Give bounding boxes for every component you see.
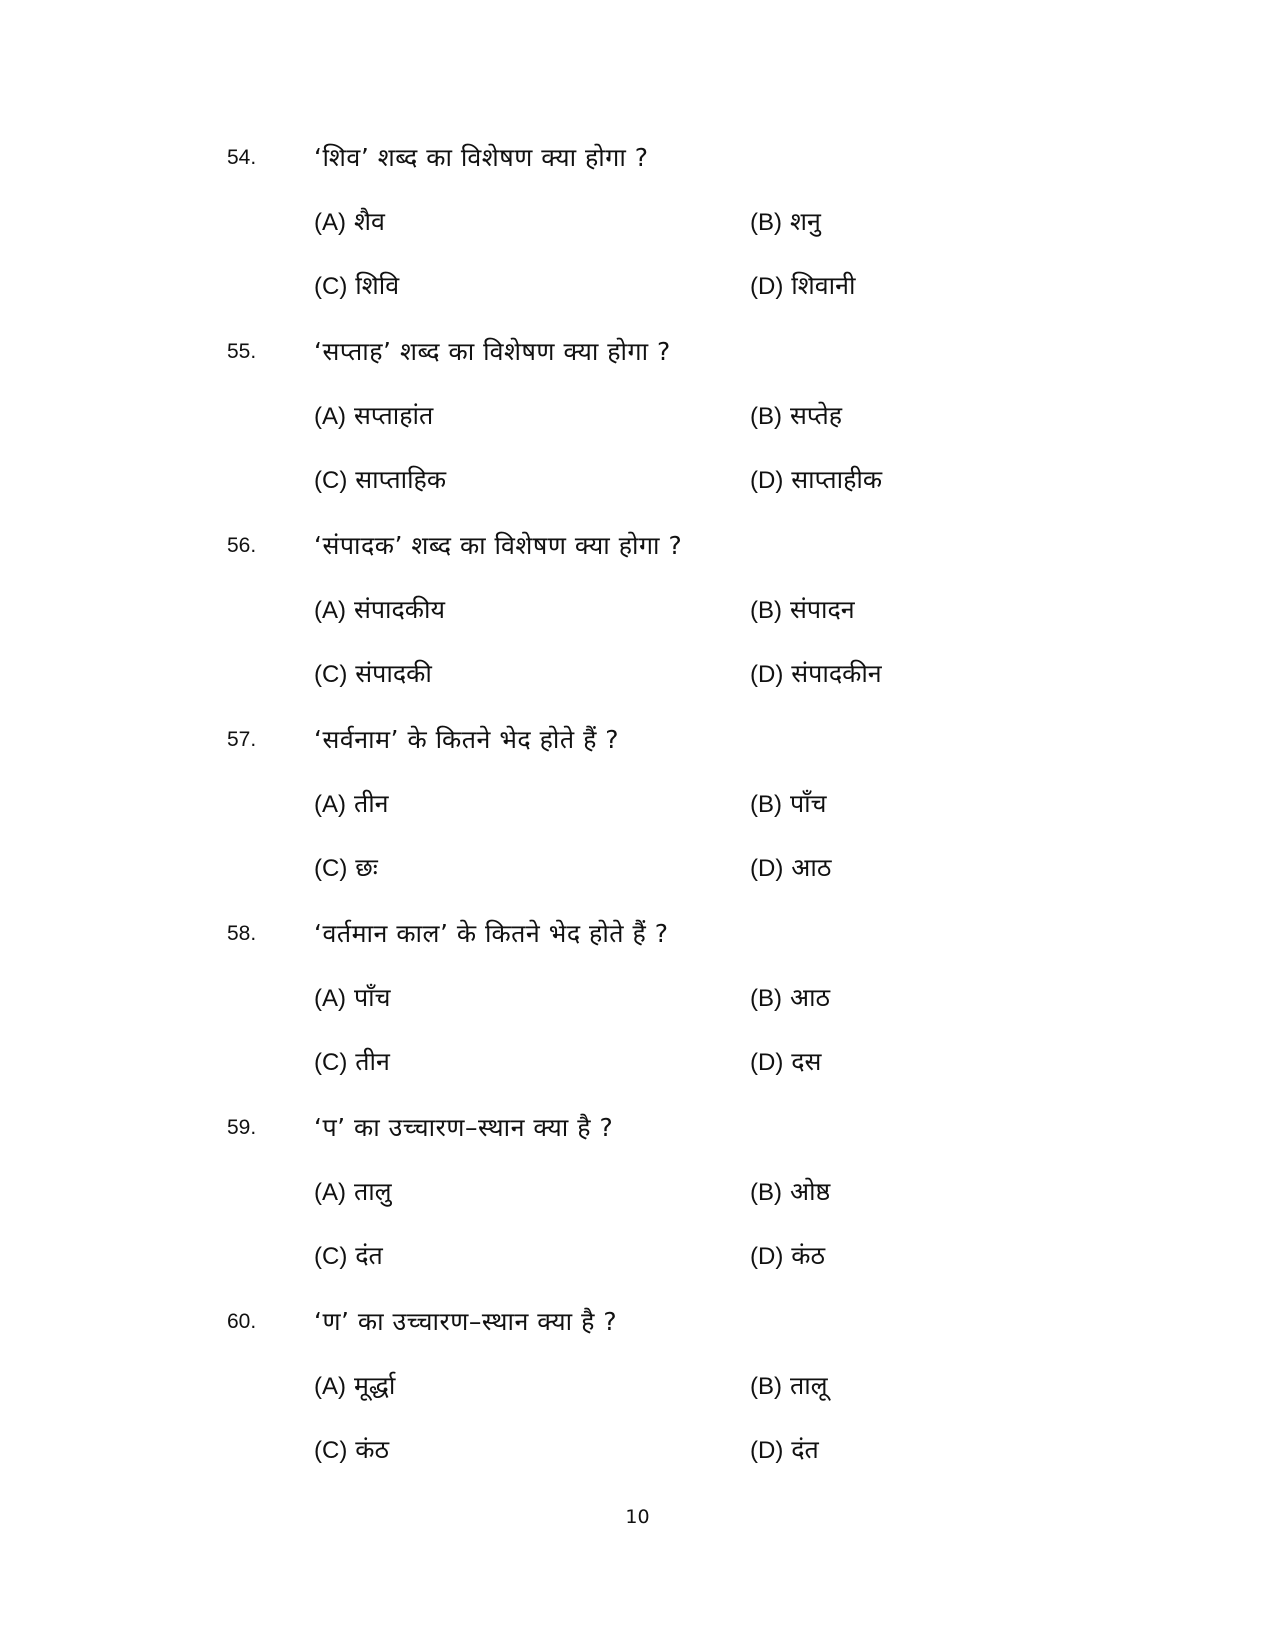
question-number: 59. [227, 1116, 257, 1139]
option-label: (B) [750, 985, 782, 1012]
option-label: (A) [314, 1373, 346, 1400]
option-label: (B) [750, 597, 782, 624]
option-label: (D) [750, 273, 784, 300]
question-text: ‘ण’ का उच्चारण–स्थान क्या है ? [314, 1307, 618, 1336]
option-c [314, 850, 378, 884]
option-text: छः [355, 853, 378, 882]
option-text: साप्ताहिक [355, 465, 447, 494]
question-number: 55. [227, 340, 257, 363]
option-text: पाँच [789, 789, 827, 818]
option-a [314, 980, 391, 1014]
option-text: शैव [353, 207, 385, 236]
option-a [314, 786, 389, 820]
option-text: संपादकीन [791, 659, 882, 688]
option-text: आठ [789, 983, 831, 1012]
question-number: 60. [227, 1310, 257, 1333]
question-text: ‘प’ का उच्चारण–स्थान क्या है ? [314, 1113, 614, 1142]
page-number: 10 [625, 1506, 650, 1528]
option-label: (A) [314, 791, 346, 818]
option-label: (A) [314, 985, 346, 1012]
option-a [314, 1174, 392, 1208]
option-label: (D) [750, 1049, 784, 1076]
option-label: (A) [314, 403, 346, 430]
option-label: (D) [750, 467, 784, 494]
option-text: दस [791, 1047, 822, 1076]
option-text: कंठ [791, 1241, 826, 1270]
question-60 [0, 1304, 1275, 1494]
question-number: 58. [227, 922, 257, 945]
question-text: ‘वर्तमान काल’ के कितने भेद होते हैं ? [314, 919, 669, 948]
option-text: तालु [353, 1177, 392, 1206]
question-number: 56. [227, 534, 257, 557]
option-text: शनु [789, 207, 821, 236]
option-text: शिवि [355, 271, 400, 300]
option-text: तीन [355, 1047, 390, 1076]
option-label: (B) [750, 1373, 782, 1400]
option-d [750, 1238, 825, 1272]
option-d [750, 656, 882, 690]
option-b [750, 786, 827, 820]
option-label: (C) [314, 855, 348, 882]
question-57 [0, 722, 1275, 912]
option-text: संपादन [789, 595, 855, 624]
option-label: (D) [750, 855, 784, 882]
option-label: (A) [314, 1179, 346, 1206]
option-c [314, 1044, 390, 1078]
option-text: आठ [791, 853, 832, 882]
option-text: संपादकीय [353, 595, 445, 624]
option-label: (C) [314, 1049, 348, 1076]
option-d [750, 462, 882, 496]
option-b [750, 1368, 828, 1402]
question-number: 54. [227, 146, 257, 169]
option-text: सप्तेह [789, 401, 843, 430]
option-text: मूर्द्धा [353, 1371, 396, 1400]
option-c [314, 268, 399, 302]
option-text: तालू [789, 1371, 828, 1400]
question-text: ‘शिव’ शब्द का विशेषण क्या होगा ? [314, 143, 649, 172]
option-c [314, 462, 446, 496]
option-text: संपादकी [355, 659, 432, 688]
option-label: (C) [314, 661, 348, 688]
option-b [750, 980, 830, 1014]
option-text: तीन [353, 789, 389, 818]
question-text: ‘सप्ताह’ शब्द का विशेषण क्या होगा ? [314, 337, 671, 366]
option-label: (C) [314, 1243, 348, 1270]
option-text: दंत [355, 1241, 383, 1270]
option-label: (A) [314, 597, 346, 624]
question-text: ‘संपादक’ शब्द का विशेषण क्या होगा ? [314, 531, 683, 560]
option-label: (B) [750, 209, 782, 236]
option-d [750, 1432, 819, 1466]
option-b [750, 592, 855, 626]
option-label: (C) [314, 467, 348, 494]
option-text: शिवानी [791, 271, 856, 300]
option-text: कंठ [355, 1435, 390, 1464]
option-d [750, 268, 855, 302]
option-label: (A) [314, 209, 346, 236]
option-text: साप्ताहीक [791, 465, 883, 494]
option-b [750, 204, 821, 238]
option-text: ओष्ठ [789, 1177, 831, 1206]
option-a [314, 204, 385, 238]
question-58 [0, 916, 1275, 1106]
question-56 [0, 528, 1275, 718]
option-text: पाँच [353, 983, 391, 1012]
question-54 [0, 140, 1275, 330]
option-label: (B) [750, 403, 782, 430]
option-a [314, 398, 433, 432]
option-b [750, 398, 842, 432]
question-text: ‘सर्वनाम’ के कितने भेद होते हैं ? [314, 725, 620, 754]
option-d [750, 1044, 821, 1078]
option-label: (B) [750, 1179, 782, 1206]
option-b [750, 1174, 830, 1208]
option-d [750, 850, 831, 884]
option-text: दंत [791, 1435, 819, 1464]
option-text: सप्ताहांत [353, 401, 434, 430]
question-55 [0, 334, 1275, 524]
question-number: 57. [227, 728, 257, 751]
option-a [314, 592, 445, 626]
option-c [314, 1432, 389, 1466]
option-c [314, 1238, 383, 1272]
option-a [314, 1368, 395, 1402]
option-label: (C) [314, 1437, 348, 1464]
question-59 [0, 1110, 1275, 1300]
option-label: (D) [750, 1243, 784, 1270]
option-label: (B) [750, 791, 782, 818]
option-label: (C) [314, 273, 348, 300]
option-label: (D) [750, 661, 784, 688]
option-c [314, 656, 432, 690]
option-label: (D) [750, 1437, 784, 1464]
